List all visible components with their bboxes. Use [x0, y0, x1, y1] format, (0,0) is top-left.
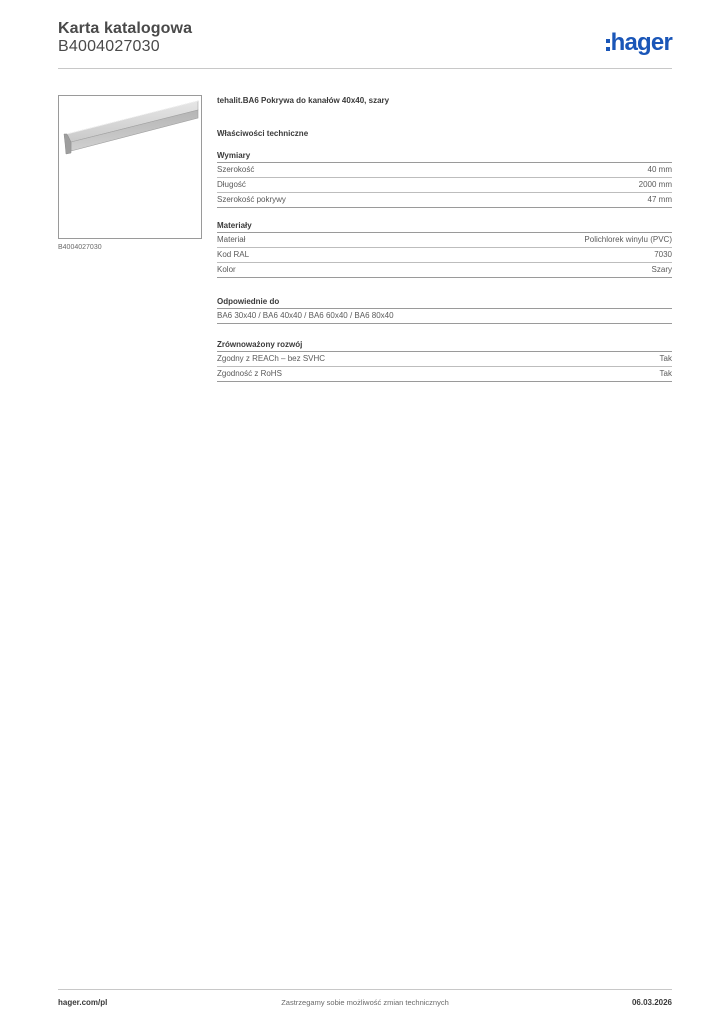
logo-colon-icon	[606, 39, 610, 51]
section-materials	[217, 220, 672, 278]
row-label: Materiał	[217, 235, 246, 244]
row-value: Tak	[659, 354, 672, 363]
row-value: 47 mm	[647, 195, 672, 204]
row-value: Szary	[651, 265, 672, 274]
table-row	[217, 263, 672, 278]
product-title: tehalit.BA6 Pokrywa do kanałów 40x40, szary	[217, 96, 390, 105]
row-value: 7030	[654, 250, 672, 259]
row-label: Kolor	[217, 265, 236, 274]
row-label: Długość	[217, 180, 246, 189]
table-row	[217, 233, 672, 248]
table-row	[217, 352, 672, 367]
properties-title: Właściwości techniczne	[217, 129, 309, 138]
table-row	[217, 163, 672, 178]
footer-date: 06.03.2026	[631, 998, 672, 1007]
row-value: 2000 mm	[638, 180, 672, 189]
product-details	[217, 96, 672, 382]
footer-notice: Zastrzegamy sobie możliwość zmian technicznych	[281, 998, 449, 1007]
hager-logo	[606, 29, 672, 57]
table-row	[217, 367, 672, 382]
table-row	[217, 248, 672, 263]
header-divider	[58, 68, 672, 69]
section-heading: Zrównoważony rozwój	[217, 339, 672, 352]
row-label: Zgodny z REACh – bez SVHC	[217, 354, 326, 363]
footer-divider	[58, 989, 672, 990]
page-header	[58, 20, 672, 68]
section-heading: Odpowiednie do	[217, 296, 672, 309]
page-footer	[58, 998, 672, 1010]
table-row	[217, 178, 672, 193]
row-value: Tak	[659, 369, 672, 378]
section-heading: Materiały	[217, 220, 672, 233]
image-caption: B4004027030	[58, 244, 102, 251]
row-label: Szerokość	[217, 165, 255, 174]
table-row	[217, 193, 672, 208]
cable-duct-cover-illustration	[59, 96, 201, 238]
row-label: Zgodność z RoHS	[217, 369, 282, 378]
document-title: Karta katalogowa	[58, 20, 193, 37]
logo-text: hager	[610, 29, 672, 56]
table-row	[217, 309, 672, 324]
row-label: Szerokość pokrywy	[217, 195, 286, 204]
document-number: B4004027030	[58, 38, 160, 55]
row-value: Polichlorek winylu (PVC)	[584, 235, 672, 244]
product-image	[58, 95, 202, 239]
row-label: Kod RAL	[217, 250, 250, 259]
row-label: BA6 30x40 / BA6 40x40 / BA6 60x40 / BA6 80x40	[217, 311, 394, 320]
section-suitable-for	[217, 296, 672, 324]
section-sustainability	[217, 339, 672, 382]
section-heading: Wymiary	[217, 150, 672, 163]
row-value: 40 mm	[647, 165, 672, 174]
section-dimensions	[217, 150, 672, 208]
footer-website-link[interactable]: hager.com/pl	[58, 998, 108, 1007]
